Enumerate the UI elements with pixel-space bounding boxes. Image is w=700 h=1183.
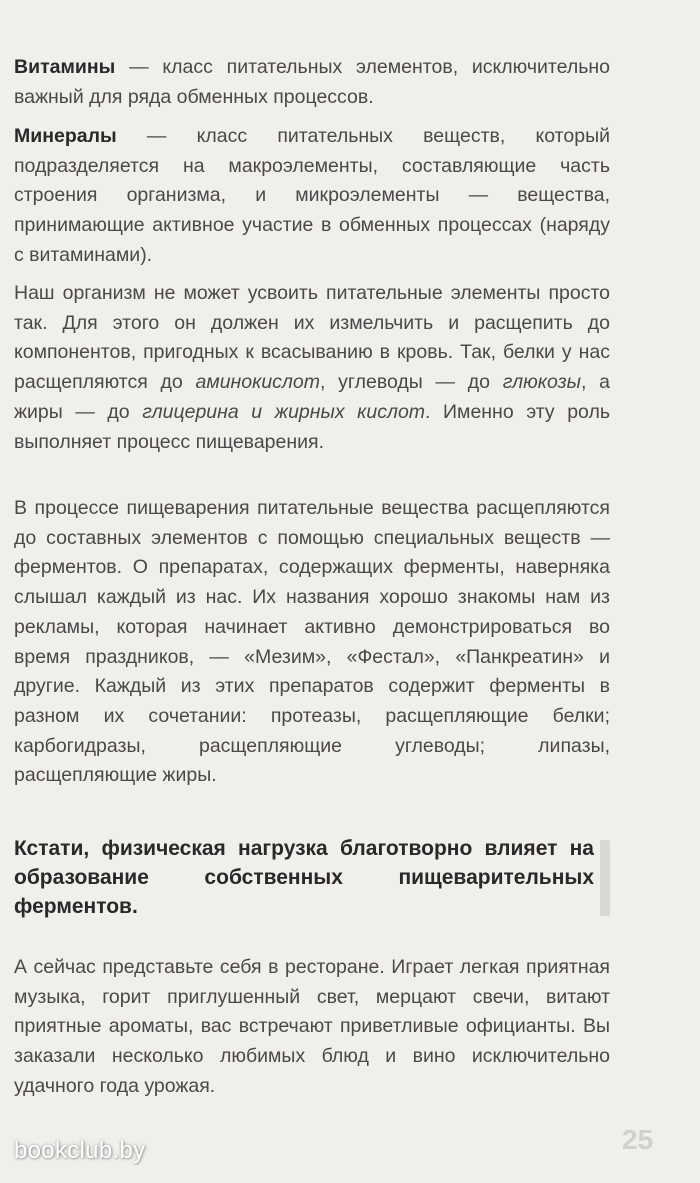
emphasis-glycerol-fatty-acids: глицерина и жирных кислот [142,400,426,423]
watermark-logo: bookclub.by [14,1137,146,1164]
paragraph-vitamins [14,53,610,112]
term-vitamins: Витамины [14,56,116,78]
callout-text: Кстати, физическая нагрузка благотворно влияет на образование собственных пищеварительных ферментов. [14,837,594,918]
text-segment: , а жиры — до [14,371,610,423]
paragraph-enzymes: В процессе пищеварения питательные вещества расщепляются до составных элементов с помощью специальных веществ — ферментов. О препаратах, содержащих ферменты, наверняка слышал каждый из нас. Их названия хорошо знакомы нам из рекламы, которая начинает активно демонстрироваться во время праздников, — «Мезим», «Фестал», «Панкреатин» и другие. Каждый из этих препаратов содержит ферменты в разном их сочетании: протеазы, расщепляющие белки; карбогидразы, расщепляющие углеводы; липазы, расщепляющие жиры. [14,497,610,787]
term-minerals: Минералы [14,125,117,147]
paragraph-minerals [14,122,610,271]
callout-accent-bar [600,840,610,916]
text-segment: , углеводы — до [320,371,503,394]
page-number: 25 [622,1124,654,1155]
emphasis-glucose: глюкозы [502,371,581,394]
text-segment: . Именно эту роль выполняет процесс пищеварения. [14,400,611,453]
text-segment: Наш организм не может усвоить питательные элементы просто так. Для этого он должен их измельчить и расщепить до компонентов, пригодных к всасыванию в кровь. Так, белки у нас расщепляются до [14,282,610,394]
paragraph-restaurant: А сейчас представьте себя в ресторане. Играет легкая приятная музыка, горит приглушенный свет, мерцают свечи, витают приятные ароматы, вас встречают приветливые официанты. Вы заказали несколько любимых блюд и вино исключительно удачного года урожая. [14,956,610,1097]
definition-minerals: — класс питательных веществ, который подразделяется на макроэлементы, составляющие часть строения организма, и микроэлементы — вещества, принимающие активное участие в обменных процессах (наряду с витаминами). [14,125,610,266]
definition-vitamins: — класс питательных элементов, исключительно важный для ряда обменных процессов. [14,56,610,108]
emphasis-amino-acids: аминокислот [195,371,321,394]
paragraph-digestion [14,279,610,457]
